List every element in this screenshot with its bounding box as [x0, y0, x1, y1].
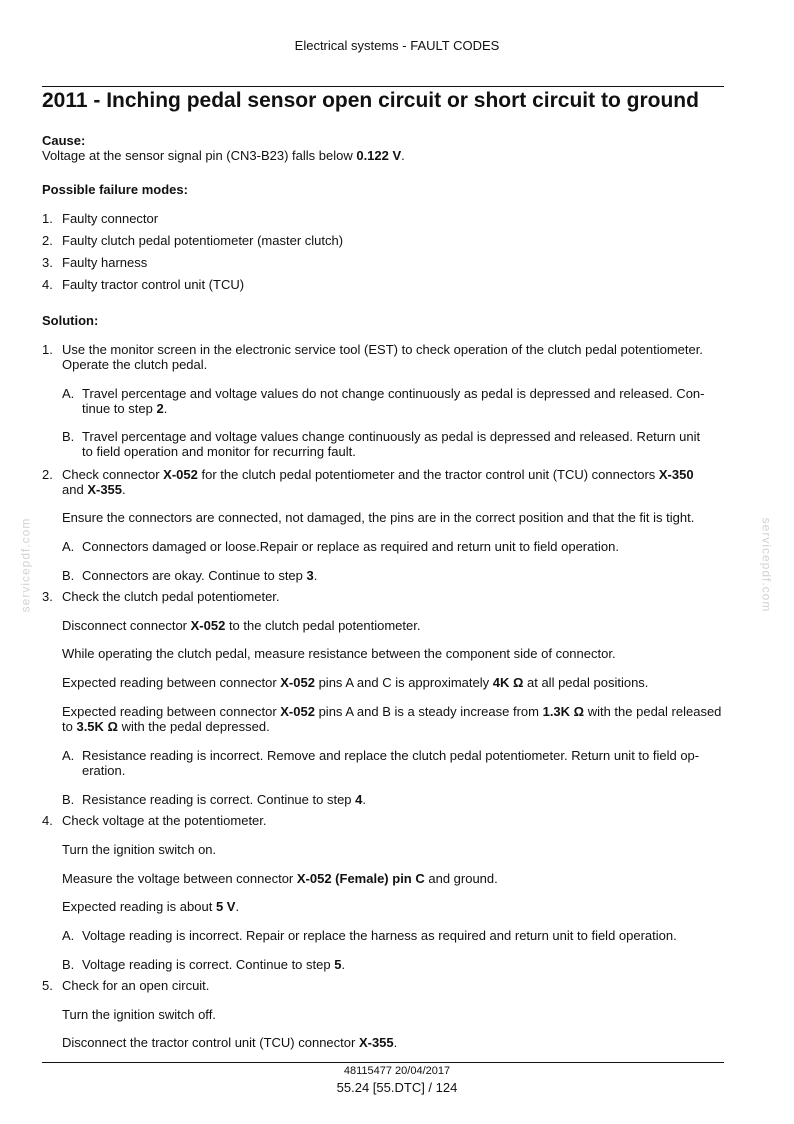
- running-header: Electrical systems - FAULT CODES: [294, 38, 500, 53]
- step-5-num: 5.: [42, 978, 53, 993]
- step-1b-line-1: Travel percentage and voltage values change continuously as pedal is depressed and released. Return unit: [82, 429, 701, 444]
- fault-code-title: 2011 - Inching pedal sensor open circuit or short circuit to ground: [42, 89, 699, 112]
- step-2b-letter: B.: [62, 568, 75, 583]
- footer-rule: [42, 1062, 724, 1063]
- failure-mode-3: Faulty harness: [62, 255, 148, 270]
- failure-mode-num-2: 2.: [42, 233, 53, 248]
- step-1-line-2: Operate the clutch pedal.: [62, 357, 208, 372]
- step-4-num: 4.: [42, 813, 53, 828]
- step-4a-text: Voltage reading is incorrect. Repair or replace the harness as required and return unit to field operation.: [82, 928, 677, 943]
- step-5-line-1: Check for an open circuit.: [62, 978, 210, 993]
- step-1a-line-1: Travel percentage and voltage values do not change continuously as pedal is depressed and released. Con-: [82, 386, 705, 401]
- step-2a-text: Connectors damaged or loose.Repair or replace as required and return unit to field operation.: [82, 539, 619, 554]
- step-1a-letter: A.: [62, 386, 75, 401]
- failure-mode-2: Faulty clutch pedal potentiometer (master clutch): [62, 233, 344, 248]
- step-3-para-4-line-2: to 3.5K Ω with the pedal depressed.: [62, 719, 270, 734]
- step-4-line-1: Check voltage at the potentiometer.: [62, 813, 267, 828]
- step-3a-line-2: eration.: [82, 763, 126, 778]
- step-3a-letter: A.: [62, 748, 75, 763]
- step-3-para-4-line-1: Expected reading between connector X-052 pins A and B is a steady increase from 1.3K Ω with the pedal released: [62, 704, 722, 719]
- step-3-para-2: While operating the clutch pedal, measure resistance between the component side of connector.: [62, 646, 616, 661]
- failure-mode-1: Faulty connector: [62, 211, 159, 226]
- step-3-para-3: Expected reading between connector X-052 pins A and C is approximately 4K Ω at all pedal positions.: [62, 675, 649, 690]
- step-4-para-3: Expected reading is about 5 V.: [62, 899, 240, 914]
- step-1-line-1: Use the monitor screen in the electronic service tool (EST) to check operation of the clutch pedal potentiometer.: [62, 342, 703, 357]
- step-2a-letter: A.: [62, 539, 75, 554]
- step-4b-text: Voltage reading is correct. Continue to step 5.: [82, 957, 346, 972]
- failure-modes-heading: Possible failure modes:: [42, 182, 188, 197]
- step-5-para-1: Turn the ignition switch off.: [62, 1007, 216, 1022]
- cause-text: Voltage at the sensor signal pin (CN3-B23) falls below 0.122 V.: [42, 148, 405, 163]
- step-2-para-1: Ensure the connectors are connected, not damaged, the pins are in the correct position and that the fit is tight.: [62, 510, 695, 525]
- step-1-num: 1.: [42, 342, 53, 357]
- step-4b-letter: B.: [62, 957, 75, 972]
- step-2-line-2: and X-355.: [62, 482, 126, 497]
- step-2b-text: Connectors are okay. Continue to step 3.: [82, 568, 318, 583]
- step-1a-line-2: tinue to step 2.: [82, 401, 168, 416]
- step-3-num: 3.: [42, 589, 53, 604]
- solution-heading: Solution:: [42, 313, 99, 328]
- failure-mode-num-4: 4.: [42, 277, 53, 292]
- failure-mode-num-3: 3.: [42, 255, 53, 270]
- step-3b-text: Resistance reading is correct. Continue to step 4.: [82, 792, 366, 807]
- step-3b-letter: B.: [62, 792, 75, 807]
- failure-mode-4: Faulty tractor control unit (TCU): [62, 277, 245, 292]
- watermark-right: servicepdf.com: [759, 517, 774, 613]
- step-5-para-2: Disconnect the tractor control unit (TCU) connector X-355.: [62, 1035, 398, 1050]
- step-1b-line-2: to field operation and monitor for recurring fault.: [82, 444, 356, 459]
- header-rule: [42, 86, 724, 87]
- step-4-para-2: Measure the voltage between connector X-052 (Female) pin C and ground.: [62, 871, 498, 886]
- cause-heading: Cause:: [42, 133, 86, 148]
- step-3-line-1: Check the clutch pedal potentiometer.: [62, 589, 280, 604]
- step-1b-letter: B.: [62, 429, 75, 444]
- watermark-left: servicepdf.com: [18, 517, 33, 613]
- step-4a-letter: A.: [62, 928, 75, 943]
- step-3a-line-1: Resistance reading is incorrect. Remove and replace the clutch pedal potentiometer. Return unit to field op-: [82, 748, 700, 763]
- footer-doc-ref: 48115477 20/04/2017: [343, 1065, 451, 1077]
- step-3-para-1: Disconnect connector X-052 to the clutch pedal potentiometer.: [62, 618, 421, 633]
- footer-page-ref: 55.24 [55.DTC] / 124: [336, 1080, 458, 1095]
- step-4-para-1: Turn the ignition switch on.: [62, 842, 217, 857]
- step-2-line-1: Check connector X-052 for the clutch pedal potentiometer and the tractor control unit (TCU) connectors X-350: [62, 467, 694, 482]
- failure-mode-num-1: 1.: [42, 211, 53, 226]
- step-2-num: 2.: [42, 467, 53, 482]
